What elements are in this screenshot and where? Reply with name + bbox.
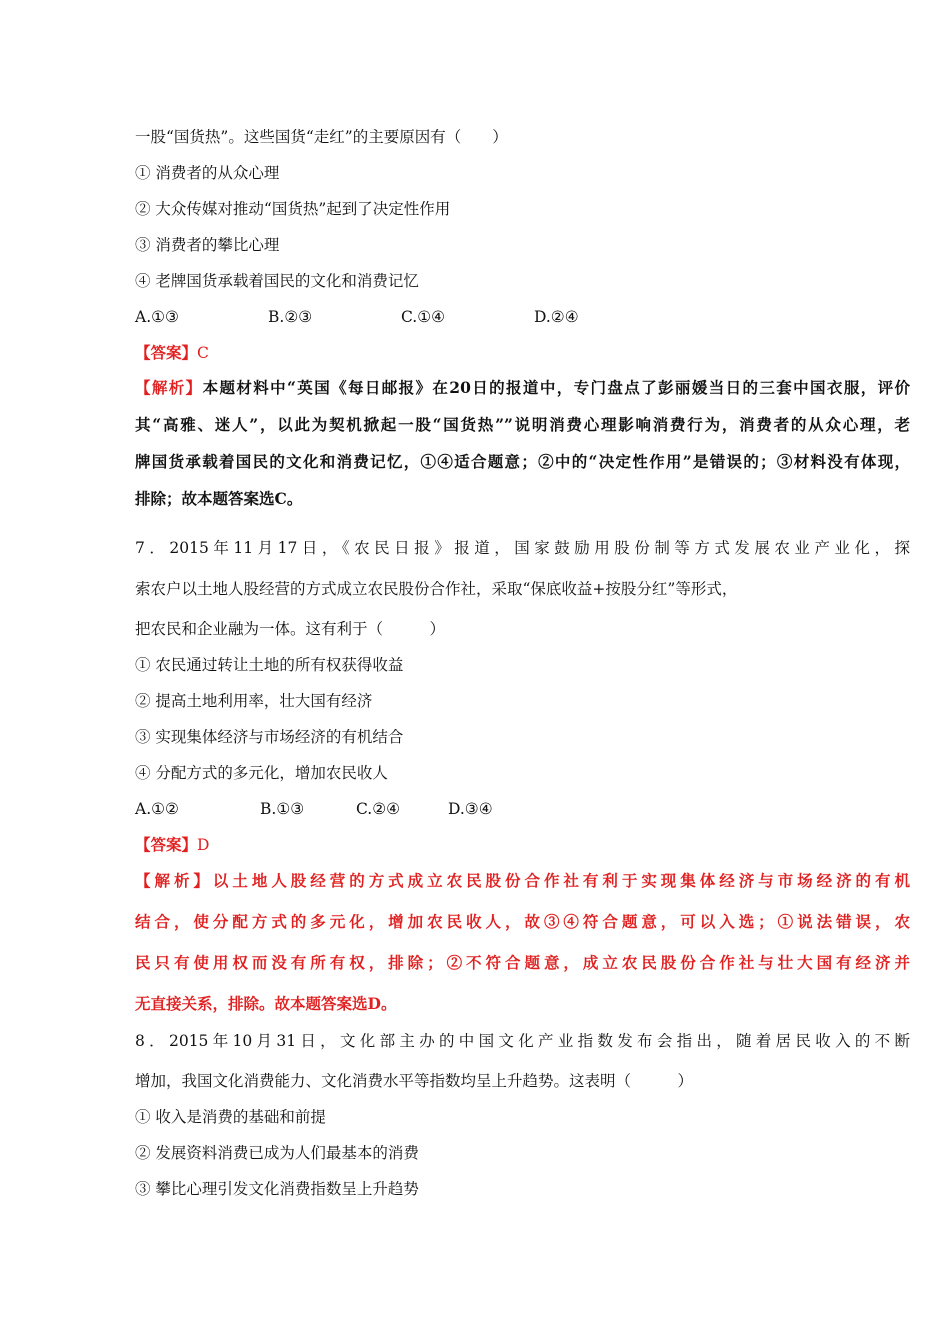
q6-answer (135, 342, 209, 364)
q7-analysis-line-4: 无直接关系，排除。故本题答案选D。 (135, 994, 397, 1013)
q6-analysis-text-1: 本题材料中“英国《每日邮报》在20日的报道中，专门盘点了彭丽媛当日的三套中国衣服，评价 (202, 378, 910, 397)
q7-option-a: A.①② (135, 800, 179, 818)
q7-answer-label: 【答案】 (135, 835, 198, 854)
q7-answer-value: D (197, 836, 210, 854)
q7-option-b: B.①③ (260, 800, 305, 818)
q6-analysis-line-1 (135, 377, 910, 399)
q7-item-1: ① 农民通过转让土地的所有权获得收益 (135, 656, 404, 674)
q6-analysis-line-2: 其“高雅、迷人”，以此为契机掀起一股“国货热””说明消费心理影响消费行为，消费者的从众心理，老 (135, 415, 910, 434)
q7-analysis-line-2: 结合，使分配方式的多元化，增加农民收人，故③④符合题意，可以入选；①说法错误，农 (135, 912, 910, 931)
q6-option-b: B.②③ (268, 308, 313, 326)
q8-item-1: ① 收入是消费的基础和前提 (135, 1108, 326, 1126)
q7-option-d: D.③④ (448, 800, 493, 818)
q8-item-3: ③ 攀比心理引发文化消费指数呈上升趋势 (135, 1180, 419, 1198)
q6-analysis-label: 【解析】 (135, 378, 203, 397)
q8-stem-line-1: 8．2015年10月31日，文化部主办的中国文化产业指数发布会指出，随着居民收入的不断 (135, 1032, 910, 1050)
q6-option-c: C.①④ (401, 308, 446, 326)
q7-item-2: ② 提高土地利用率，壮大国有经济 (135, 692, 373, 710)
q6-analysis-line-4: 排除；故本题答案选C。 (135, 489, 303, 508)
q7-option-c: C.②④ (356, 800, 401, 818)
q7-stem-line-3: 把农民和企业融为一体。这有利于（ ） (135, 620, 446, 638)
q7-answer (135, 834, 209, 856)
q6-item-4: ④ 老牌国货承载着国民的文化和消费记忆 (135, 272, 419, 290)
q6-item-2: ② 大众传媒对推动“国货热”起到了决定性作用 (135, 200, 451, 218)
q6-answer-value: C (197, 344, 209, 362)
q7-stem-line-1: 7．2015年11月17日，《农民日报》报道，国家鼓励用股份制等方式发展农业产业化，探 (135, 539, 910, 557)
q6-item-3: ③ 消费者的攀比心理 (135, 236, 280, 254)
q6-answer-label: 【答案】 (135, 343, 198, 362)
q7-analysis-text-1: 以土地人股经营的方式成立农民股份合作社有利于实现集体经济与市场经济的有机 (212, 871, 910, 890)
q8-item-2: ② 发展资料消费已成为人们最基本的消费 (135, 1144, 419, 1162)
q7-analysis-line-3: 民只有使用权而没有所有权，排除；②不符合题意，成立农民股份合作社与壮大国有经济并 (135, 953, 910, 972)
q8-stem-line-2: 增加，我国文化消费能力、文化消费水平等指数均呈上升趋势。这表明（ ） (135, 1072, 694, 1090)
q6-option-a: A.①③ (135, 308, 179, 326)
q7-stem-line-2: 索农户以土地人股经营的方式成立农民股份合作社，采取“保底收益+按股分红”等形式， (135, 580, 738, 598)
q7-item-3: ③ 实现集体经济与市场经济的有机结合 (135, 728, 404, 746)
q6-item-1: ① 消费者的从众心理 (135, 164, 280, 182)
q7-analysis-line-1 (135, 870, 910, 892)
q6-stem: 一股“国货热”。这些国货“走红”的主要原因有（ ） (135, 128, 508, 146)
q7-options (135, 798, 493, 820)
q7-item-4: ④ 分配方式的多元化，增加农民收人 (135, 764, 388, 782)
q6-option-d: D.②④ (534, 308, 579, 326)
q6-analysis-line-3: 牌国货承载着国民的文化和消费记忆，①④适合题意；②中的“决定性作用”是错误的；③材料没有体现， (135, 452, 910, 471)
q7-analysis-label: 【解析】 (135, 871, 213, 890)
q6-options (135, 306, 579, 328)
